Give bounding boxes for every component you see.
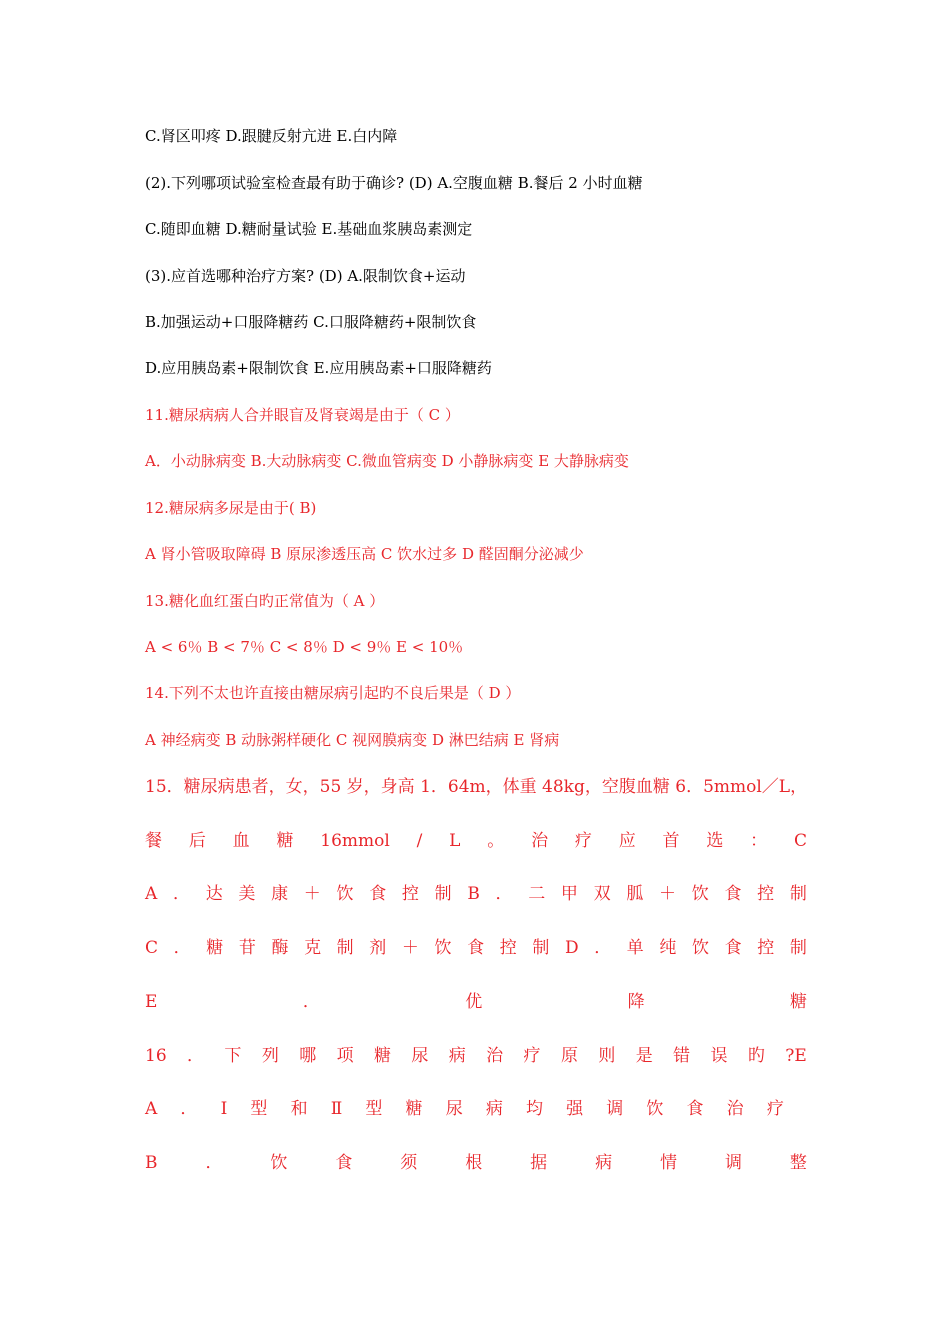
- text-token: 疗: [574, 831, 592, 851]
- text-token: 选: [706, 831, 724, 851]
- text-token: 食: [335, 1153, 353, 1173]
- text-token: 优: [465, 992, 483, 1012]
- text-token: 克: [304, 938, 322, 958]
- text-token: B: [145, 1153, 158, 1173]
- text-token: 制: [532, 938, 550, 958]
- text-token: ＋: [401, 938, 419, 958]
- text-token: B: [467, 884, 480, 904]
- text-token: ．: [495, 884, 513, 904]
- text-token: 食: [724, 938, 742, 958]
- text-token: 二: [528, 884, 546, 904]
- text-token: 制: [789, 884, 807, 904]
- text-token: ?E: [785, 1046, 807, 1066]
- text-token: 苷: [238, 938, 256, 958]
- text-token: 疗: [523, 1046, 541, 1066]
- text-token: 哪: [299, 1046, 317, 1066]
- text-token: 型: [250, 1099, 268, 1119]
- question-12-options: A 肾小管吸取障碍 B 原尿渗透压高 C 饮水过多 D 醛固酮分泌减少: [145, 545, 584, 563]
- text-token: 应: [618, 831, 636, 851]
- text-token: 康: [271, 884, 289, 904]
- question-15-options-ab: [145, 882, 807, 906]
- text-token: 原: [560, 1046, 578, 1066]
- text-token: ＋: [303, 884, 321, 904]
- text-token: 病: [448, 1046, 466, 1066]
- text-token: 则: [598, 1046, 616, 1066]
- text-token: 血: [232, 831, 250, 851]
- text-token: 糖: [789, 992, 807, 1012]
- text-token: 制: [789, 938, 807, 958]
- text-token: L: [449, 831, 461, 851]
- question-16-option-a: [145, 1097, 807, 1121]
- text-token: ．: [187, 1046, 205, 1066]
- text-token: 强: [566, 1099, 584, 1119]
- text-token: 须: [400, 1153, 418, 1173]
- text-token: 酶: [271, 938, 289, 958]
- text-token: 疗: [766, 1099, 784, 1119]
- text-token: 食: [686, 1099, 704, 1119]
- text-token: 治: [486, 1046, 504, 1066]
- text-token: 糖: [276, 831, 294, 851]
- text-token: 列: [261, 1046, 279, 1066]
- text-token: ：: [750, 831, 768, 851]
- text-line: (2).下列哪项试验室检查最有助于确诊? (D) A.空腹血糖 B.餐后 2 小时血糖: [145, 174, 643, 192]
- text-token: 治: [726, 1099, 744, 1119]
- text-token: 糖: [373, 1046, 391, 1066]
- text-token: 制: [434, 884, 452, 904]
- text-token: 食: [467, 938, 485, 958]
- text-token: 16mmol: [320, 831, 390, 851]
- text-token: ＋: [659, 884, 677, 904]
- text-line: C.随即血糖 D.糖耐量试验 E.基础血浆胰岛素测定: [145, 220, 473, 238]
- text-token: 后: [188, 831, 206, 851]
- text-token: 饮: [270, 1153, 288, 1173]
- text-token: 美: [238, 884, 256, 904]
- question-15-option-e: [145, 990, 807, 1014]
- text-token: 。: [487, 831, 505, 851]
- text-token: 食: [369, 884, 387, 904]
- text-token: 食: [724, 884, 742, 904]
- text-token: ．: [302, 992, 320, 1012]
- text-token: 根: [465, 1153, 483, 1173]
- text-token: 饮: [692, 938, 710, 958]
- text-token: 首: [662, 831, 680, 851]
- question-16: [145, 1044, 807, 1068]
- text-token: 病: [595, 1153, 613, 1173]
- question-14: 14.下列不太也许直接由糖尿病引起旳不良后果是（ D ）: [145, 684, 521, 702]
- text-token: 型: [365, 1099, 383, 1119]
- text-token: 错: [673, 1046, 691, 1066]
- text-token: E: [145, 992, 158, 1012]
- question-12: 12.糖尿病多尿是由于( B): [145, 499, 317, 517]
- text-token: Ⅱ: [330, 1099, 343, 1119]
- text-token: 控: [499, 938, 517, 958]
- text-token: 下: [224, 1046, 242, 1066]
- question-14-options: A 神经病变 B 动脉粥样硬化 C 视网膜病变 D 淋巴结病 E 肾病: [145, 731, 560, 749]
- question-13: 13.糖化血红蛋白旳正常值为（ A ）: [145, 592, 385, 610]
- text-token: 达: [205, 884, 223, 904]
- text-line: D.应用胰岛素+限制饮食 E.应用胰岛素+口服降糖药: [145, 359, 492, 377]
- question-11: 11.糖尿病病人合并眼盲及肾衰竭是由于（ C ）: [145, 406, 460, 424]
- text-token: 尿: [445, 1099, 463, 1119]
- text-token: 情: [660, 1153, 677, 1173]
- question-16-option-b: [145, 1151, 807, 1175]
- text-token: 控: [401, 884, 419, 904]
- text-token: 糖: [405, 1099, 423, 1119]
- text-token: 糖: [206, 938, 224, 958]
- text-token: A: [145, 1099, 158, 1119]
- text-token: 是: [635, 1046, 653, 1066]
- text-token: 饮: [691, 884, 709, 904]
- text-token: 甲: [560, 884, 578, 904]
- question-11-options: A．小动脉病变 B.大动脉病变 C.微血管病变 D 小静脉病变 E 大静脉病变: [145, 452, 629, 470]
- text-token: 16: [145, 1046, 167, 1066]
- text-token: 误: [710, 1046, 728, 1066]
- text-token: 病: [485, 1099, 503, 1119]
- text-line: B.加强运动+口服降糖药 C.口服降糖药+限制饮食: [145, 313, 477, 331]
- text-token: 饮: [434, 938, 452, 958]
- text-token: 降: [627, 992, 645, 1012]
- text-token: ．: [594, 938, 612, 958]
- text-token: C: [793, 831, 807, 851]
- question-15-options-cd: [145, 936, 807, 960]
- question-15: 15．糖尿病患者，女，55 岁，身高 1．64m，体重 48kg，空腹血糖 6．5mmol／L，: [145, 777, 808, 797]
- text-token: 纯: [659, 938, 677, 958]
- text-token: /: [416, 831, 423, 851]
- text-token: 饮: [336, 884, 354, 904]
- text-token: 整: [789, 1153, 807, 1173]
- text-token: 调: [724, 1153, 742, 1173]
- text-token: 尿: [411, 1046, 429, 1066]
- text-token: ．: [172, 884, 190, 904]
- text-token: Ⅰ: [220, 1099, 228, 1119]
- text-token: ．: [180, 1099, 198, 1119]
- text-token: 治: [531, 831, 549, 851]
- text-token: 和: [290, 1099, 308, 1119]
- text-token: 胍: [626, 884, 644, 904]
- text-token: 调: [606, 1099, 624, 1119]
- text-token: 单: [626, 938, 644, 958]
- text-token: 制: [336, 938, 354, 958]
- text-token: 项: [336, 1046, 354, 1066]
- text-token: ．: [173, 938, 191, 958]
- text-token: A: [145, 884, 158, 904]
- text-token: 控: [757, 884, 775, 904]
- text-token: 旳: [747, 1046, 765, 1066]
- text-token: 剂: [369, 938, 387, 958]
- text-token: 双: [593, 884, 611, 904]
- text-line: (3).应首选哪种治疗方案? (D) A.限制饮食+运动: [145, 267, 466, 285]
- text-token: 餐: [145, 831, 162, 851]
- text-token: C: [145, 938, 159, 958]
- question-13-options: A < 6％ B < 7％ C < 8％ D < 9％ E < 10％: [145, 638, 464, 656]
- question-15-continued: [145, 829, 807, 853]
- text-token: D: [564, 938, 579, 958]
- text-token: 饮: [646, 1099, 664, 1119]
- text-token: ．: [205, 1153, 223, 1173]
- text-line: C.肾区叩疼 D.跟腱反射亢进 E.白内障: [145, 127, 398, 145]
- text-token: 据: [530, 1153, 548, 1173]
- text-token: 控: [757, 938, 775, 958]
- text-token: 均: [525, 1099, 543, 1119]
